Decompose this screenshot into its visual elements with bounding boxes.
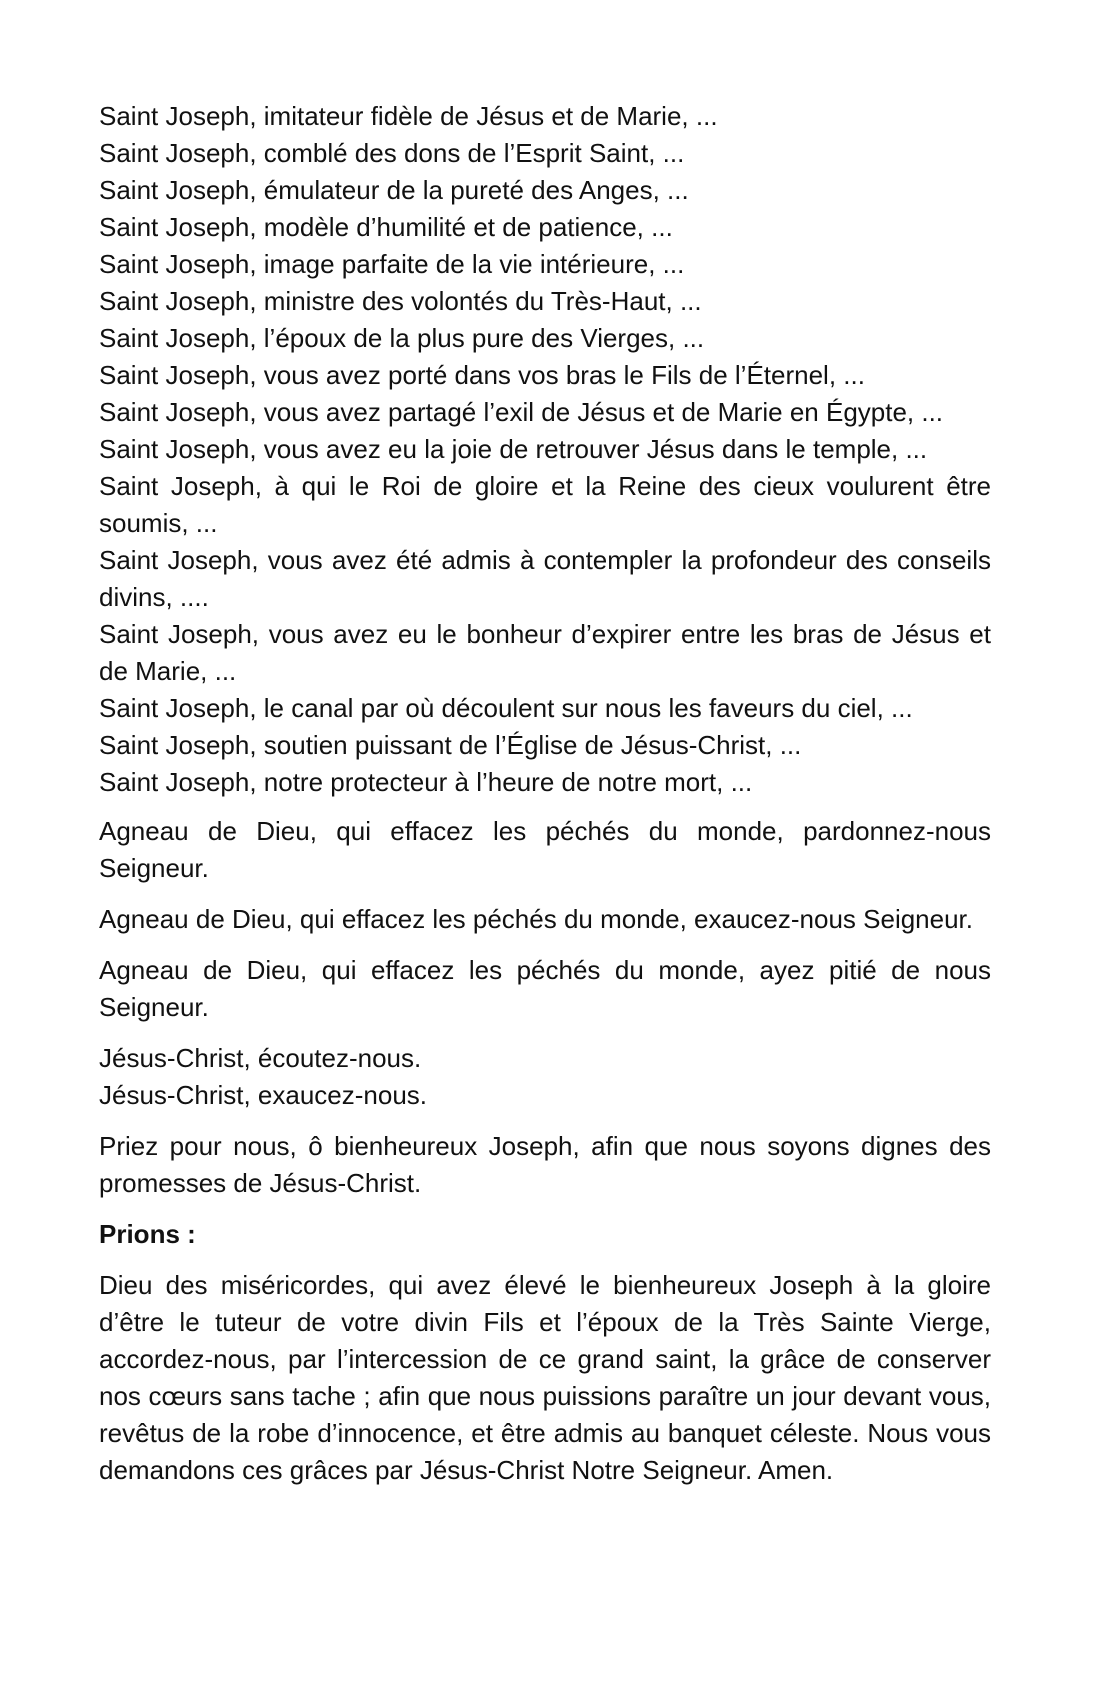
litany-line: Saint Joseph, imitateur fidèle de Jésus et de Marie, ...: [99, 101, 718, 131]
litany-line: Saint Joseph, l’époux de la plus pure des Vierges, ...: [99, 323, 705, 353]
litany-line: Saint Joseph, notre protecteur à l’heure de notre mort, ...: [99, 767, 753, 797]
litany-line: Saint Joseph, le canal par où découlent sur nous les faveurs du ciel, ...: [99, 693, 913, 723]
litany-line: Saint Joseph, vous avez eu le bonheur d’expirer entre les bras de Jésus et de Marie, ...: [99, 619, 991, 686]
closing-prayer: Dieu des miséricordes, qui avez élevé le bienheureux Joseph à la gloire d’être le tuteur de votre divin Fils et l’époux de la Très Sainte Vierge, accordez-nous, par l’intercession de ce grand saint, la grâce de conserver nos cœurs sans tache ; afin que nous puissions paraître un jour devant vous, revêtus de la robe d’innocence, et être admis au banquet céleste. Nous vous demandons ces grâces par Jésus-Christ Notre Seigneur. Amen.: [99, 1270, 991, 1485]
christ-responses: [99, 1040, 991, 1114]
christ-line-2: Jésus-Christ, exaucez-nous.: [99, 1080, 428, 1110]
agnus-dei-3: Agneau de Dieu, qui effacez les péchés du monde, ayez pitié de nous Seigneur.: [99, 955, 991, 1022]
litany-line: Saint Joseph, à qui le Roi de gloire et la Reine des cieux voulurent être soumis, ...: [99, 471, 991, 538]
litany-list: [99, 98, 991, 801]
prayer-heading: Prions :: [99, 1219, 196, 1249]
litany-line: Saint Joseph, vous avez porté dans vos bras le Fils de l’Éternel, ...: [99, 360, 865, 390]
agnus-dei-2: Agneau de Dieu, qui effacez les péchés du monde, exaucez-nous Seigneur.: [99, 904, 974, 934]
litany-line: Saint Joseph, émulateur de la pureté des Anges, ...: [99, 175, 689, 205]
litany-line: Saint Joseph, ministre des volontés du Très-Haut, ...: [99, 286, 702, 316]
litany-line: Saint Joseph, image parfaite de la vie intérieure, ...: [99, 249, 685, 279]
litany-line: Saint Joseph, vous avez partagé l’exil de Jésus et de Marie en Égypte, ...: [99, 397, 944, 427]
versicle: Priez pour nous, ô bienheureux Joseph, afin que nous soyons dignes des promesses de Jésus-Christ.: [99, 1131, 991, 1198]
litany-line: Saint Joseph, vous avez été admis à contempler la profondeur des conseils divins, ....: [99, 545, 991, 612]
document-page: [99, 98, 991, 1489]
litany-line: Saint Joseph, soutien puissant de l’Église de Jésus-Christ, ...: [99, 730, 802, 760]
litany-line: Saint Joseph, modèle d’humilité et de patience, ...: [99, 212, 673, 242]
agnus-dei-1: Agneau de Dieu, qui effacez les péchés du monde, pardonnez-nous Seigneur.: [99, 816, 991, 883]
litany-line: Saint Joseph, comblé des dons de l’Esprit Saint, ...: [99, 138, 685, 168]
christ-line-1: Jésus-Christ, écoutez-nous.: [99, 1043, 422, 1073]
litany-line: Saint Joseph, vous avez eu la joie de retrouver Jésus dans le temple, ...: [99, 434, 928, 464]
